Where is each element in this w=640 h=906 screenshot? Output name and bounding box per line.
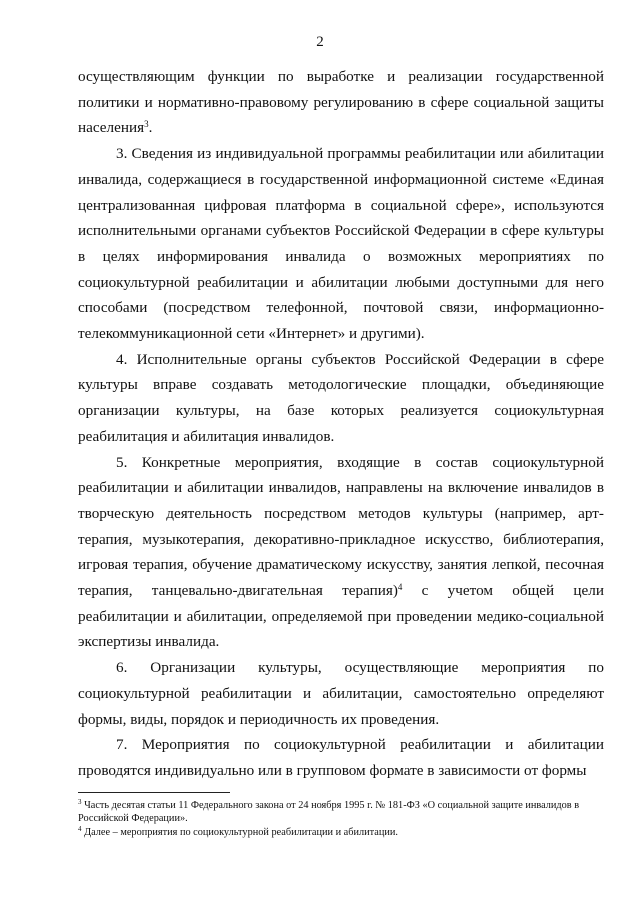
footnote-ref: 4 [397,582,403,593]
body-text [78,64,604,784]
footnote-text: Далее – мероприятия по социокультурной реабилитации и абилитации. [81,827,398,838]
page-number: 2 [316,34,324,50]
paragraph-4: 4. Исполнительные органы субъектов Российской Федерации в сфере культуры вправе создавать методологические площадки, объединяющие организации культуры, на базе которых реализуется социокультурная реабилитация и абилитация инвалидов. [78,350,604,445]
paragraph-5 [78,450,604,656]
footnote-mark: 3 [78,798,82,806]
paragraph-text: осуществляющим функции по выработке и реализации государственной политики и нормативно-правовому регулированию в сфере социальной защиты населения [78,68,604,137]
footnote-text: Часть десятая статьи 11 Федерального закона от 24 ноября 1995 г. № 181-ФЗ «О социальной защите инвалидов в Российской Федерации». [78,800,580,824]
paragraph-3: 3. Сведения из индивидуальной программы реабилитации или абилитации инвалида, содержащиеся в государственной информационной системе «Единая централизованная цифровая платформа в социальной сфере», используются исполнительными органами субъектов Российской Федерации в сфере культуры в целях информирования инвалида о возможных мероприятиях по социокультурной реабилитации и абилитации любыми доступными для него способами (посредством телефонной, почтовой связи, информационно-телекоммуникационной сети «Интернет» и другими). [78,145,604,343]
paragraph-continuation [78,64,604,141]
footnote-3 [78,800,604,825]
footnote-4 [78,827,604,840]
footnote-ref: 3 [144,119,149,130]
footnotes [78,800,604,842]
paragraph-text: 5. Конкретные мероприятия, входящие в состав социокультурной реабилитации и абилитации инвалидов, направлены на включение инвалидов в творческую деятельность посредством методов культуры (например, арт-терапия, музыкотерапия, декоративно-прикладное искусство, библиотерапия, игровая терапия, обучение драматическому искусству, занятия лепкой, песочная терапия, танцевально-двигательная терапия) [78,453,604,600]
paragraph-6: 6. Организации культуры, осуществляющие мероприятия по социокультурной реабилитации и абилитации, самостоятельно определяют формы, виды, порядок и периодичность их проведения. [78,659,604,728]
footnote-mark: 4 [78,825,82,833]
paragraph-tail: с учетом общей цели реабилитации и абилитации, определяемой при проведении медико-социальной экспертизы инвалида. [78,582,604,651]
paragraph-7: 7. Мероприятия по социокультурной реабилитации и абилитации проводятся индивидуально или в групповом формате в зависимости от формы [78,736,604,779]
footnote-separator [78,792,230,793]
paragraph-tail: . [148,119,153,137]
